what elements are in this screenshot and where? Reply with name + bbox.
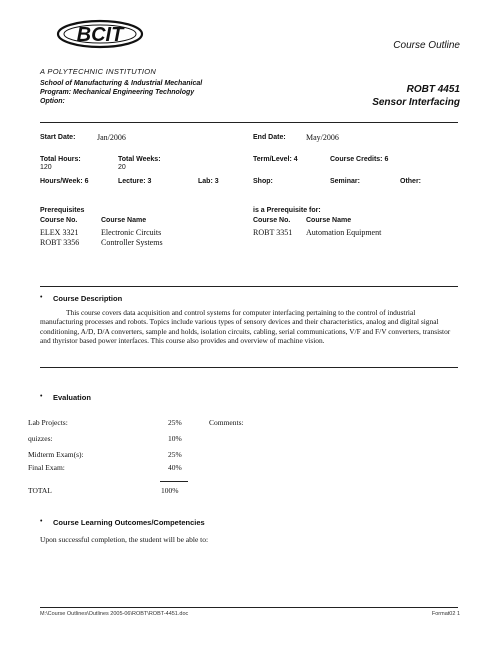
- prereq-row-name: Electronic Circuits: [101, 228, 162, 237]
- comments-label: Comments:: [209, 418, 244, 427]
- hours-per-week: Hours/Week: 6: [40, 178, 89, 185]
- bullet-icon: •: [40, 294, 43, 301]
- prereq-for-col-name: Course Name: [306, 217, 352, 224]
- eval-label: Midterm Exam(s):: [28, 450, 84, 459]
- eval-total-label: TOTAL: [28, 486, 52, 495]
- other-hours: Other:: [400, 178, 421, 185]
- eval-pct: 25%: [168, 418, 182, 427]
- total-weeks-value: 20: [118, 164, 126, 171]
- bullet-icon: •: [40, 518, 43, 525]
- total-rule: [160, 481, 188, 482]
- prereq-row-name: Controller Systems: [101, 238, 163, 247]
- total-hours-value: 120: [40, 164, 52, 171]
- eval-pct: 25%: [168, 450, 182, 459]
- course-heading: [372, 83, 460, 109]
- total-weeks-label: Total Weeks:: [118, 156, 161, 163]
- end-date-label: End Date:: [253, 134, 286, 141]
- logo-text: BCIT: [76, 24, 124, 46]
- end-date-value: May/2006: [306, 133, 339, 142]
- prereq-row-no: ELEX 3321: [40, 228, 79, 237]
- footer-path: M:\Course Outlines\Outlines 2005-06\ROBT\ROBT-4451.doc: [40, 611, 189, 617]
- term-level: Term/Level: 4: [253, 156, 298, 163]
- course-title: Sensor Interfacing: [372, 97, 460, 108]
- eval-label: Lab Projects:: [28, 418, 68, 427]
- prereq-row-no: ROBT 3356: [40, 238, 80, 247]
- option-line: Option:: [40, 98, 65, 105]
- evaluation-title: Evaluation: [53, 393, 91, 402]
- eval-label: Final Exam:: [28, 463, 65, 472]
- lecture-hours: Lecture: 3: [118, 178, 152, 185]
- prereq-for-row-name: Automation Equipment: [306, 228, 382, 237]
- school-info: [40, 79, 270, 106]
- start-date-label: Start Date:: [40, 134, 76, 141]
- description-title: Course Description: [53, 294, 123, 303]
- doc-type: Course Outline: [393, 40, 460, 51]
- prereq-for-heading: is a Prerequisite for:: [253, 207, 321, 214]
- eval-row: [28, 418, 188, 427]
- prereq-for-col-no: Course No.: [253, 217, 291, 224]
- footer-page: Format02 1: [431, 611, 460, 617]
- eval-label: quizzes:: [28, 434, 53, 443]
- bcit-logo: [50, 12, 160, 68]
- eval-total-row: [28, 486, 188, 495]
- eval-row: [28, 450, 188, 459]
- eval-row: [28, 463, 188, 472]
- eval-pct: 40%: [168, 463, 182, 472]
- section-divider: [40, 286, 458, 287]
- seminar-hours: Seminar:: [330, 178, 360, 185]
- description-text: This course covers data acquisition and control systems for computer interfacing pertaining to the control of industrial manufacturing processes and robots. Topics include various types of sensory devices and their characteristics, analog and digital signal conditioning, A/D, D/A converters, sample and holds, isolation circuits, cabling, serial communications, V/F and F/V converters, transistor and thyristor based power interfaces. This course also provides and overview of machine vision.: [40, 308, 451, 346]
- course-code: ROBT 4451: [406, 84, 460, 95]
- outcomes-intro: Upon successful completion, the student will be able to:: [40, 535, 209, 544]
- outcomes-title: Course Learning Outcomes/Competencies: [53, 518, 205, 527]
- course-credits: Course Credits: 6: [330, 156, 389, 163]
- footer-divider: [40, 607, 458, 608]
- eval-row: [28, 434, 188, 443]
- total-hours-label: Total Hours:: [40, 156, 81, 163]
- header-divider: [40, 122, 458, 123]
- shop-hours: Shop:: [253, 178, 273, 185]
- prereq-for-row-no: ROBT 3351: [253, 228, 293, 237]
- bullet-icon: •: [40, 393, 43, 400]
- program-line: Program: Mechanical Engineering Technology: [40, 89, 195, 96]
- start-date-value: Jan/2006: [97, 133, 126, 142]
- eval-pct: 10%: [168, 434, 182, 443]
- prereq-col-name: Course Name: [101, 217, 147, 224]
- prerequisites-heading: Prerequisites: [40, 207, 85, 214]
- eval-total-pct: 100%: [161, 486, 179, 495]
- description-divider: [40, 367, 458, 368]
- prereq-col-no: Course No.: [40, 217, 78, 224]
- school-line: School of Manufacturing & Industrial Mechanical: [40, 80, 203, 87]
- lab-hours: Lab: 3: [198, 178, 219, 185]
- tagline: A POLYTECHNIC INSTITUTION: [40, 67, 157, 76]
